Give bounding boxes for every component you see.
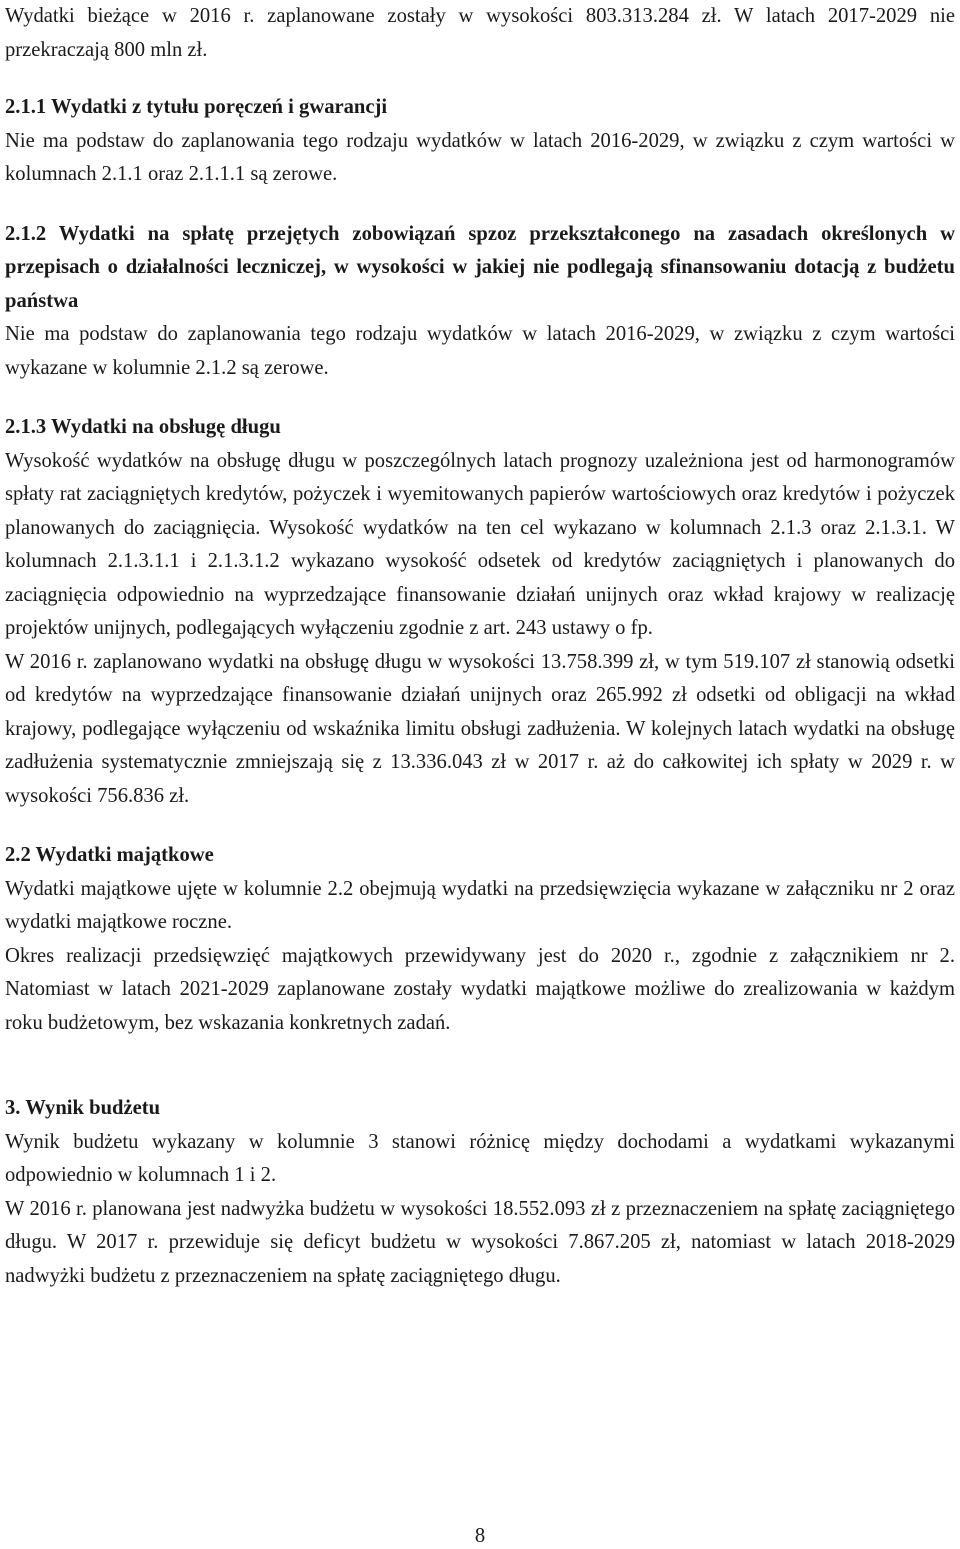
section-3-body-1: Wynik budżetu wykazany w kolumnie 3 stanowi różnicę między dochodami a wydatkami wykazanymi odpowiednio w kolumnach 1 i 2. (5, 1130, 955, 1186)
section-2-1-2-heading: 2.1.2 Wydatki na spłatę przejętych zobowiązań spzoz przekształconego na zasadach określonych w przepisach o działalności leczniczej, w wysokości w jakiej nie podlegają sfinansowaniu dotacją z budżetu państwa (5, 222, 955, 312)
section-2-1-3-body-2: W 2016 r. zaplanowano wydatki na obsługę długu w wysokości 13.758.399 zł, w tym 519.107 zł stanowią odsetki od kredytów na wyprzedzające finansowanie działań unijnych oraz 265.992 zł odsetki od obligacji na wkład krajowy, podlegające wyłączeniu od wskaźnika limitu obsługi zadłużenia. W kolejnych latach wydatki na obsługę zadłużenia systematycznie zmniejszają się z 13.336.043 zł w 2017 r. aż do całkowitej ich spłaty w 2029 r. w wysokości 756.836 zł. (5, 650, 955, 807)
spacer (5, 67, 955, 91)
section-2-1-1-body: Nie ma podstaw do zaplanowania tego rodzaju wydatków w latach 2016-2029, w związku z czym wartości w kolumnach 2.1.1 oraz 2.1.1.1 są zerowe. (5, 129, 955, 185)
section-2-2-body-1: Wydatki majątkowe ujęte w kolumnie 2.2 obejmują wydatki na przedsięwzięcia wykazane w załączniku nr 2 oraz wydatki majątkowe roczne. (5, 877, 955, 933)
spacer (5, 813, 955, 839)
section-2-1-3-body-1: Wysokość wydatków na obsługę długu w poszczególnych latach prognozy uzależniona jest od harmonogramów spłaty rat zaciągniętych kredytów, pożyczek i wyemitowanych papierów wartościowych oraz kredytów i pożyczek planowanych do zaciągnięcia. Wysokość wydatków na ten cel wykazano w kolumnach 2.1.3 oraz 2.1.3.1. W kolumnach 2.1.3.1.1 i 2.1.3.1.2 wykazano wysokość odsetek od kredytów zaciągniętych i planowanych do zaciągnięcia odpowiednio na wyprzedzające finansowanie działań unijnych oraz wkład krajowy w realizację projektów unijnych, podlegających wyłączeniu zgodnie z art. 243 ustawy o fp. (5, 449, 955, 639)
section-2-1-3-heading: 2.1.3 Wydatki na obsługę długu (5, 416, 281, 438)
section-2-2-heading: 2.2 Wydatki majątkowe (5, 844, 214, 866)
section-3-heading: 3. Wynik budżetu (5, 1097, 161, 1119)
document-page (5, 0, 955, 1293)
section-2-2-body-2: Okres realizacji przedsięwzięć majątkowych przewidywany jest do 2020 r., zgodnie z załącznikiem nr 2. Natomiast w latach 2021-2029 zaplanowane zostały wydatki majątkowe możliwe do zrealizowania w każdym roku budżetowym, bez wskazania konkretnych zadań. (5, 944, 955, 1034)
page-number: 8 (474, 1525, 486, 1547)
spacer (5, 192, 955, 218)
spacer (5, 1040, 955, 1092)
section-3-body-2: W 2016 r. planowana jest nadwyżka budżetu w wysokości 18.552.093 zł z przeznaczeniem na spłatę zaciągniętego długu. W 2017 r. przewiduje się deficyt budżetu w wysokości 7.867.205 zł, natomiast w latach 2018-2029 nadwyżki budżetu z przeznaczeniem na spłatę zaciągniętego długu. (5, 1197, 955, 1287)
spacer (5, 385, 955, 411)
section-2-1-1-heading: 2.1.1 Wydatki z tytułu poręczeń i gwarancji (5, 96, 388, 118)
section-2-1-2-body: Nie ma podstaw do zaplanowania tego rodzaju wydatków w latach 2016-2029, w związku z czym wartości wykazane w kolumnie 2.1.2 są zerowe. (5, 323, 955, 379)
intro-paragraph: Wydatki bieżące w 2016 r. zaplanowane zostały w wysokości 803.313.284 zł. W latach 2017-2029 nie przekraczają 800 mln zł. (5, 5, 955, 61)
